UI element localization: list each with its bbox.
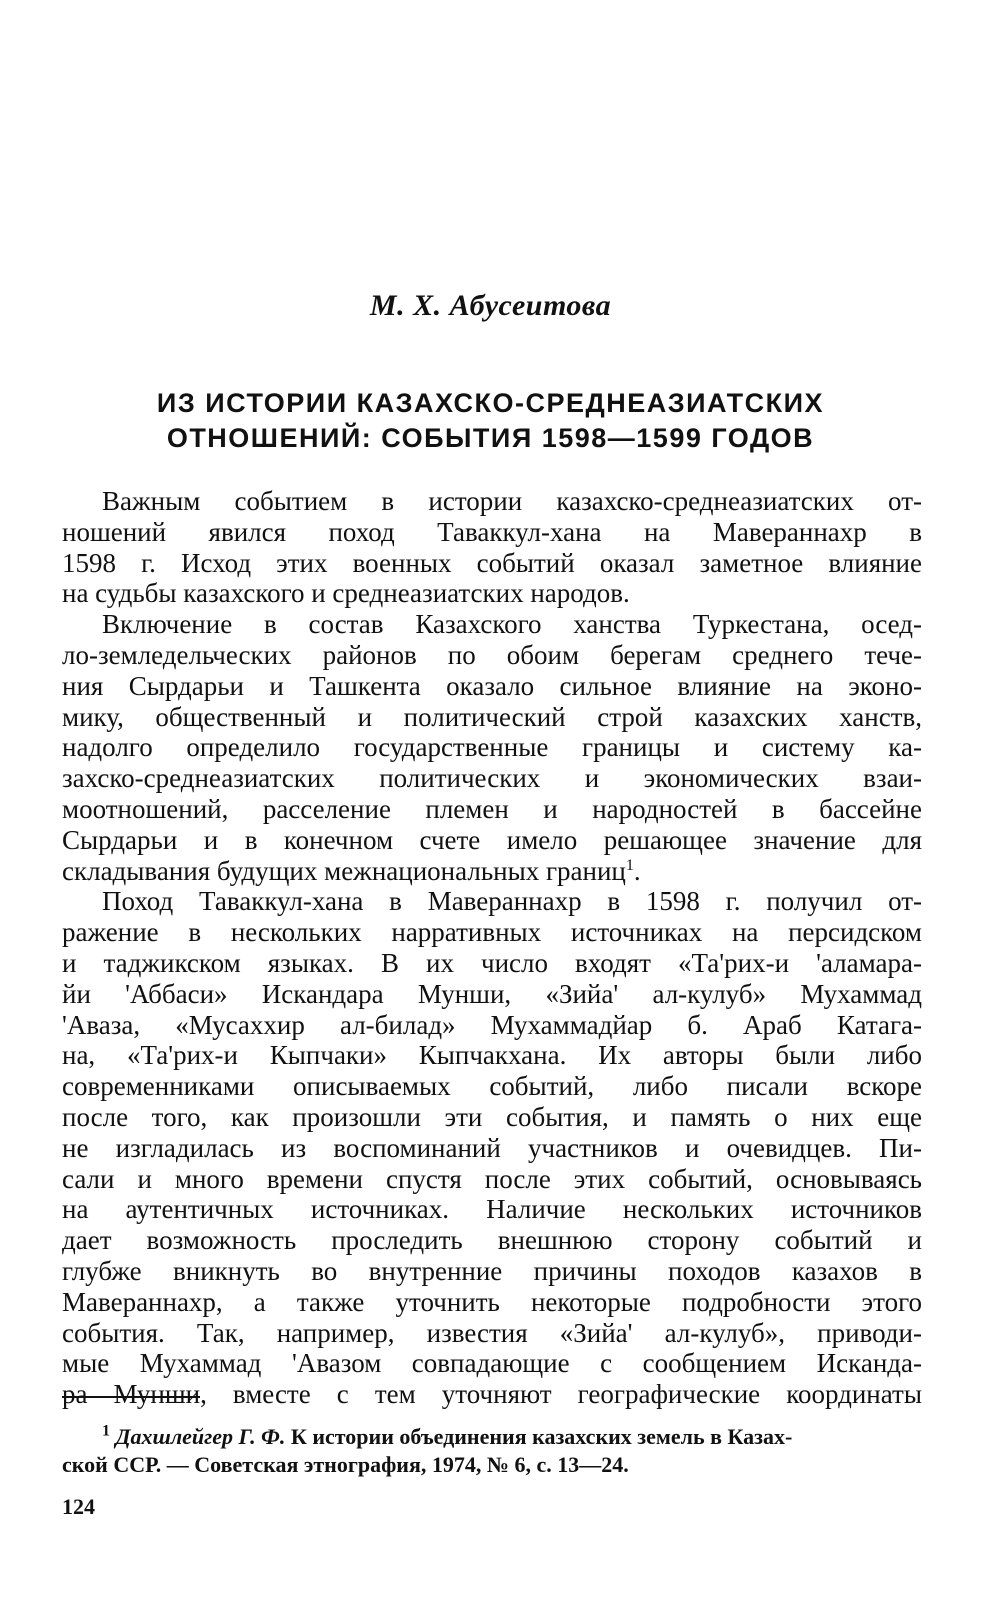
body-line: Мавераннахр, а также уточнить некоторые подробности этого (62, 1286, 922, 1317)
body-line: ношений явился поход Таваккул-хана на Мавераннахр в (62, 516, 922, 547)
body-line: 'Аваза, «Мусаххир ал-билад» Мухаммадйар б. Араб Катага- (62, 1009, 922, 1040)
page-number: 124 (62, 1494, 95, 1519)
body-line: не изгладилась из воспоминаний участников и очевидцев. Пи- (62, 1132, 922, 1163)
body-line: Включение в состав Казахского ханства Туркестана, осед- (102, 609, 922, 640)
body-line: на аутентичных источниках. Наличие нескольких источников (62, 1194, 922, 1225)
body-line: моотношений, расселение племен и народностей в бассейне (62, 793, 922, 824)
footnote-reference[interactable]: 1 (625, 856, 634, 874)
body-line: ра Мунши, вместе с тем уточняют географические координаты (62, 1379, 922, 1410)
title-line: ОТНОШЕНИЙ: СОБЫТИЯ 1598—1599 ГОДОВ (166, 423, 815, 453)
footnote (62, 1423, 922, 1479)
body-line: ражение в нескольких нарративных источниках на персидском (62, 917, 922, 948)
body-line: 1598 г. Исход этих военных событий оказал заметное влияние (62, 547, 922, 578)
footnote-divider (62, 1396, 200, 1398)
body-line: после того, как произошли эти события, и память о них еще (62, 1101, 922, 1132)
body-line: и таджикском языках. В их число входят «Та'рих-и 'аламара- (62, 947, 922, 978)
article-title (60, 386, 921, 456)
body-line-with-footnote: складывания будущих межнациональных границ$^1$. (62, 855, 641, 886)
body-line: дает возможность проследить внешнюю сторону событий и (62, 1225, 922, 1256)
body-line-text: складывания будущих межнациональных границ (62, 855, 626, 886)
body-line: ло-земледельческих районов по обоим берегам среднего тече- (62, 639, 922, 670)
footnote-author: Дахшлейгер Г. Ф. (115, 1424, 286, 1449)
body-line: мые Мухаммад 'Авазом совпадающие с сообщением Исканда- (62, 1348, 922, 1379)
body-line: ния Сырдарьи и Ташкента оказало сильное влияние на эконо- (62, 670, 922, 701)
body-line: глубже вникнуть во внутренние причины походов казахов в (62, 1255, 922, 1286)
body-line: современниками описываемых событий, либо писали вскоре (62, 1071, 922, 1102)
body-line: йи 'Аббаси» Искандара Мунши, «Зийа' ал-кулуб» Мухаммад (62, 978, 922, 1009)
footnote-line: ской ССР. — Советская этнография, 1974, № 6, с. 13—24. (62, 1452, 629, 1477)
article-body (62, 486, 922, 1410)
body-line: мику, общественный и политический строй казахских ханств, (62, 701, 922, 732)
body-line: захско-среднеазиатских политических и экономических взаи- (62, 763, 922, 794)
body-line: на судьбы казахского и среднеазиатских народов. (62, 578, 630, 609)
body-line: Сырдарьи и в конечном счете имело решающее значение для (62, 824, 922, 855)
author-name: М. Х. Абусеитова (369, 289, 612, 322)
body-line: сали и много времени спустя после этих событий, основываясь (62, 1163, 922, 1194)
footnote-line (62, 1423, 922, 1451)
body-line: на, «Та'рих-и Кыпчаки» Кыпчакхана. Их авторы были либо (62, 1040, 922, 1071)
body-line: Важным событием в истории казахско-среднеазиатских от- (102, 486, 922, 516)
footnote-text: К истории объединения казахских земель в Казах- (290, 1424, 793, 1449)
body-line: события. Так, например, известия «Зийа' ал-кулуб», приводи- (62, 1317, 922, 1348)
body-line: надолго определило государственные границы и систему ка- (62, 732, 922, 763)
title-line: ИЗ ИСТОРИИ КАЗАХСКО-СРЕДНЕАЗИАТСКИХ (156, 388, 825, 418)
body-line: Поход Таваккул-хана в Мавераннахр в 1598 г. получил от- (102, 886, 922, 917)
footnote-number: 1 (102, 1422, 110, 1440)
